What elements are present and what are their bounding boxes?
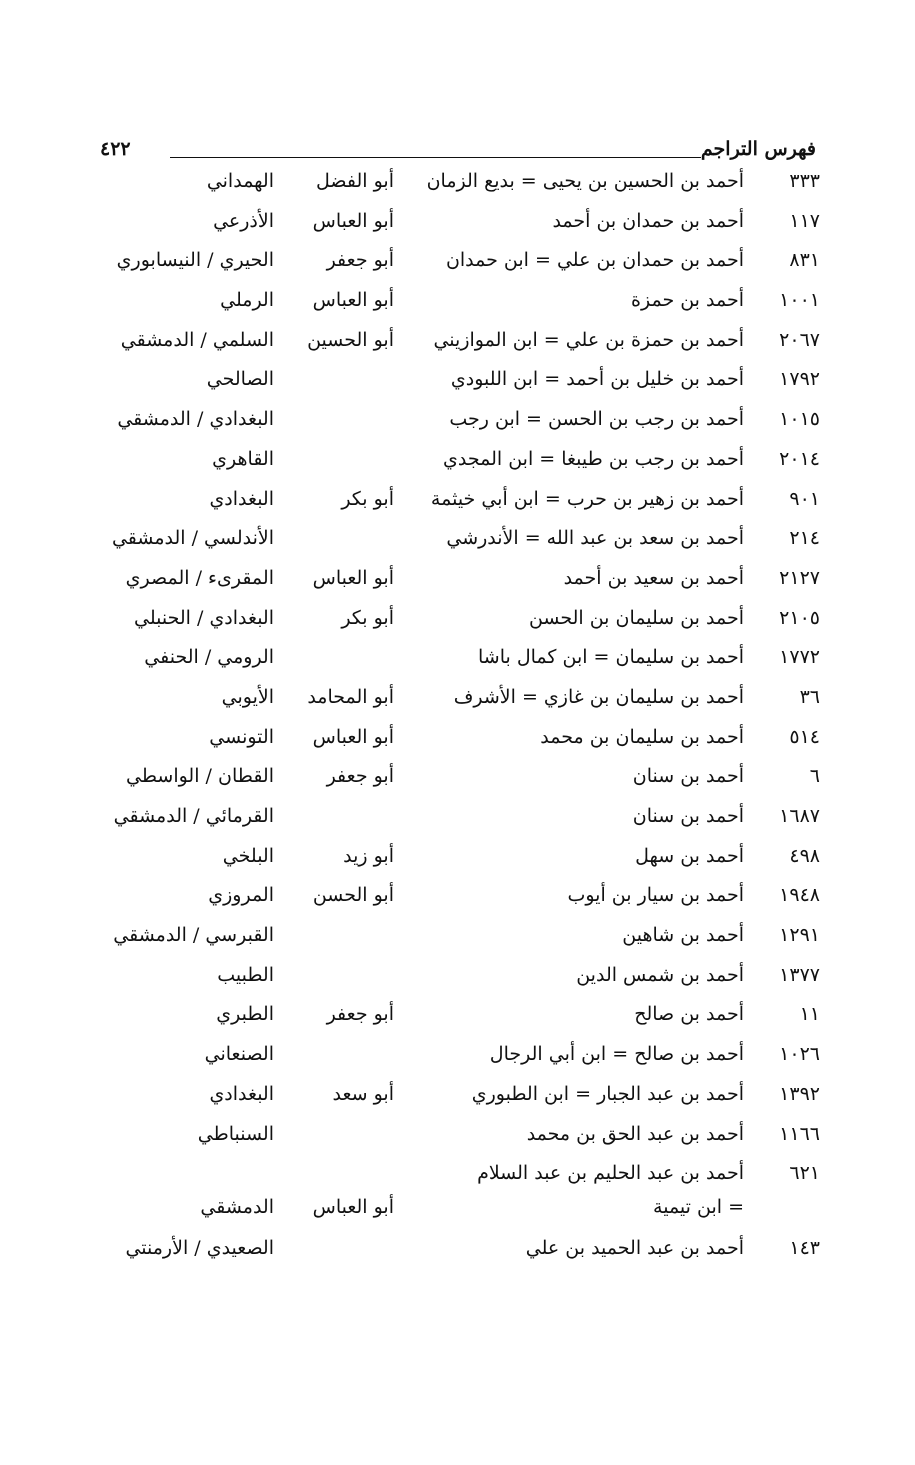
entry-nisba: الهمداني [206,170,274,192]
index-entry [100,329,820,369]
running-header [100,138,816,172]
index-entry [100,289,820,329]
entry-nisba: الدمشقي [200,1196,274,1219]
entry-nisba: الصالحي [206,368,274,391]
entry-number: ١٠١٥ [779,408,820,431]
index-entry [100,607,820,647]
entry-name: أحمد بن عبد الحميد بن علي [525,1237,744,1260]
entry-kunya: أبو الحسن [312,884,394,907]
entry-nisba: البغدادي [209,487,274,510]
entry-nisba: البغدادي [209,1082,274,1105]
entry-nisba: المقرىء / المصري [125,566,274,589]
entry-kunya: أبو الحسين [307,328,394,351]
entry-name: أحمد بن حمزة بن علي = ابن الموازيني [433,328,744,351]
entry-name: أحمد بن زهير بن حرب = ابن أبي خيثمة [430,487,744,510]
entry-name: أحمد بن حمدان بن علي = ابن حمدان [445,249,744,272]
entry-name: أحمد بن عبد الجبار = ابن الطبوري [471,1082,744,1105]
entry-number: ٢١٠٥ [779,606,820,629]
entry-nisba: القاهري [212,447,274,470]
entry-name-continuation: = ابن تيمية [653,1196,744,1219]
entry-name: أحمد بن سليمان = ابن كمال باشا [478,646,744,669]
entry-name: أحمد بن الحسين بن يحيى = بديع الزمان [426,170,744,192]
entry-kunya: أبو زيد [343,844,394,867]
entry-name: أحمد بن سيار بن أيوب [567,884,744,907]
entry-number: ١١ [799,1003,820,1026]
entry-kunya: أبو بكر [341,606,394,629]
entry-kunya: أبو الفضل [316,170,394,192]
index-entry [100,408,820,448]
entry-kunya: أبو بكر [341,487,394,510]
entry-name: أحمد بن سليمان بن محمد [540,725,744,748]
entry-number: ٣٦ [799,685,820,708]
entry-kunya: أبو جعفر [326,249,394,272]
entry-nisba: الحيري / النيسابوري [116,249,274,272]
entry-nisba: الرملي [220,289,274,312]
index-entry [100,488,820,528]
entry-number: ٥١٤ [789,725,820,748]
index-entry [100,210,820,250]
entry-nisba: الأذرعي [213,209,274,232]
entry-name: أحمد بن صالح = ابن أبي الرجال [489,1043,744,1066]
entry-name: أحمد بن رجب بن الحسن = ابن رجب [449,408,744,431]
index-entry [100,567,820,607]
entry-nisba: السلمي / الدمشقي [120,328,274,351]
entry-name: أحمد بن خليل بن أحمد = ابن اللبودي [450,368,744,391]
page-number: ٤٢٢ [100,138,131,160]
entry-number: ١٦٨٧ [779,805,820,827]
entry-number: ٢٠١٤ [779,447,820,470]
index-entry [100,448,820,488]
entry-number: ٢١٤ [789,527,820,550]
entry-name: أحمد بن سليمان بن غازي = الأشرف [453,685,744,708]
index-entry [100,646,820,686]
entry-nisba: الأيوبي [221,685,274,708]
entry-number: ٣٣٣ [789,170,820,192]
index-entry [100,726,820,766]
index-entry [100,686,820,726]
entry-number: ٨٣١ [789,249,820,272]
entry-number: ١٩٤٨ [779,884,820,907]
entry-kunya: أبو سعد [332,1082,394,1105]
index-entry [100,1003,820,1043]
entry-nisba: البغدادي / الحنبلي [134,606,274,629]
entry-name: أحمد بن عبد الحليم بن عبد السلام [477,1162,744,1185]
index-entry [100,845,820,885]
index-entry [100,924,820,964]
entry-name: أحمد بن سنان [632,805,744,827]
entry-name: أحمد بن سليمان بن الحسن [528,606,744,629]
entry-nisba: القطان / الواسطي [126,765,274,788]
entry-kunya: أبو المحامد [307,685,394,708]
entry-number: ٩٠١ [789,487,820,510]
entry-name: أحمد بن سهل [635,844,744,867]
entry-nisba: السنباطي [197,1122,274,1145]
entry-nisba: الطبيب [217,963,274,986]
entry-nisba: القبرسي / الدمشقي [113,924,274,947]
entry-kunya: أبو العباس [312,725,394,748]
index-entry [100,368,820,408]
index-entry [100,884,820,924]
entry-kunya: أبو جعفر [326,765,394,788]
entry-name: أحمد بن رجب بن طيبغا = ابن المجدي [443,447,744,470]
entry-kunya: أبو العباس [312,566,394,589]
header-title: فهرس التراجم [700,138,816,160]
entry-number: ٢١٢٧ [779,566,820,589]
entry-number: ٦٢١ [789,1162,820,1185]
entry-number: ١٠٠١ [779,289,820,312]
entry-number: ١١٧ [789,209,820,232]
entry-nisba: الطبري [216,1003,274,1026]
entry-nisba: الرومي / الحنفي [144,646,274,669]
entry-name: أحمد بن صالح [634,1003,744,1026]
index-entry [100,1123,820,1163]
index-entry [100,805,820,845]
entry-name: أحمد بن شمس الدين [576,963,744,986]
entry-number: ١٣٧٧ [779,963,820,986]
entry-name: أحمد بن حمدان بن أحمد [552,209,744,232]
entry-number: ٢٠٦٧ [779,328,820,351]
entry-kunya: أبو العباس [312,1196,394,1219]
entry-number: ١٧٧٢ [779,646,820,669]
entry-number: ٦ [809,765,820,788]
entry-name: أحمد بن حمزة [631,289,744,312]
entry-nisba: الصنعاني [204,1043,274,1066]
entry-nisba: القرمائي / الدمشقي [113,805,274,827]
index-entry [100,527,820,567]
index-entry [100,964,820,1004]
entry-kunya: أبو العباس [312,209,394,232]
entry-nisba: البلخي [222,844,274,867]
index-entry [100,1043,820,1083]
entry-nisba: الأندلسي / الدمشقي [111,527,274,550]
entry-number: ١١٦٦ [779,1122,820,1145]
entry-name: أحمد بن سعيد بن أحمد [563,566,744,589]
entry-nisba: التونسي [209,725,274,748]
entry-kunya: أبو العباس [312,289,394,312]
index-entry [100,1237,820,1277]
entry-nisba: البغدادي / الدمشقي [117,408,274,431]
index-entry [100,249,820,289]
entry-name: أحمد بن سنان [632,765,744,788]
entry-number: ١٢٩١ [779,924,820,947]
index-entry [100,1162,820,1237]
entry-name: أحمد بن عبد الحق بن محمد [526,1122,744,1145]
biography-index-list [100,170,820,1277]
entry-number: ٤٩٨ [789,844,820,867]
entry-number: ١٣٩٢ [779,1082,820,1105]
header-rule [170,157,701,158]
entry-kunya: أبو جعفر [326,1003,394,1026]
entry-name: أحمد بن شاهين [622,924,744,947]
index-entry [100,765,820,805]
index-entry [100,1083,820,1123]
entry-nisba: الصعيدي / الأرمنتي [125,1237,274,1260]
index-entry [100,170,820,210]
entry-nisba: المروزي [208,884,274,907]
entry-number: ١٤٣ [789,1237,820,1260]
entry-number: ١٧٩٢ [779,368,820,391]
entry-name: أحمد بن سعد بن عبد الله = الأندرشي [446,527,744,550]
entry-number: ١٠٢٦ [779,1043,820,1066]
